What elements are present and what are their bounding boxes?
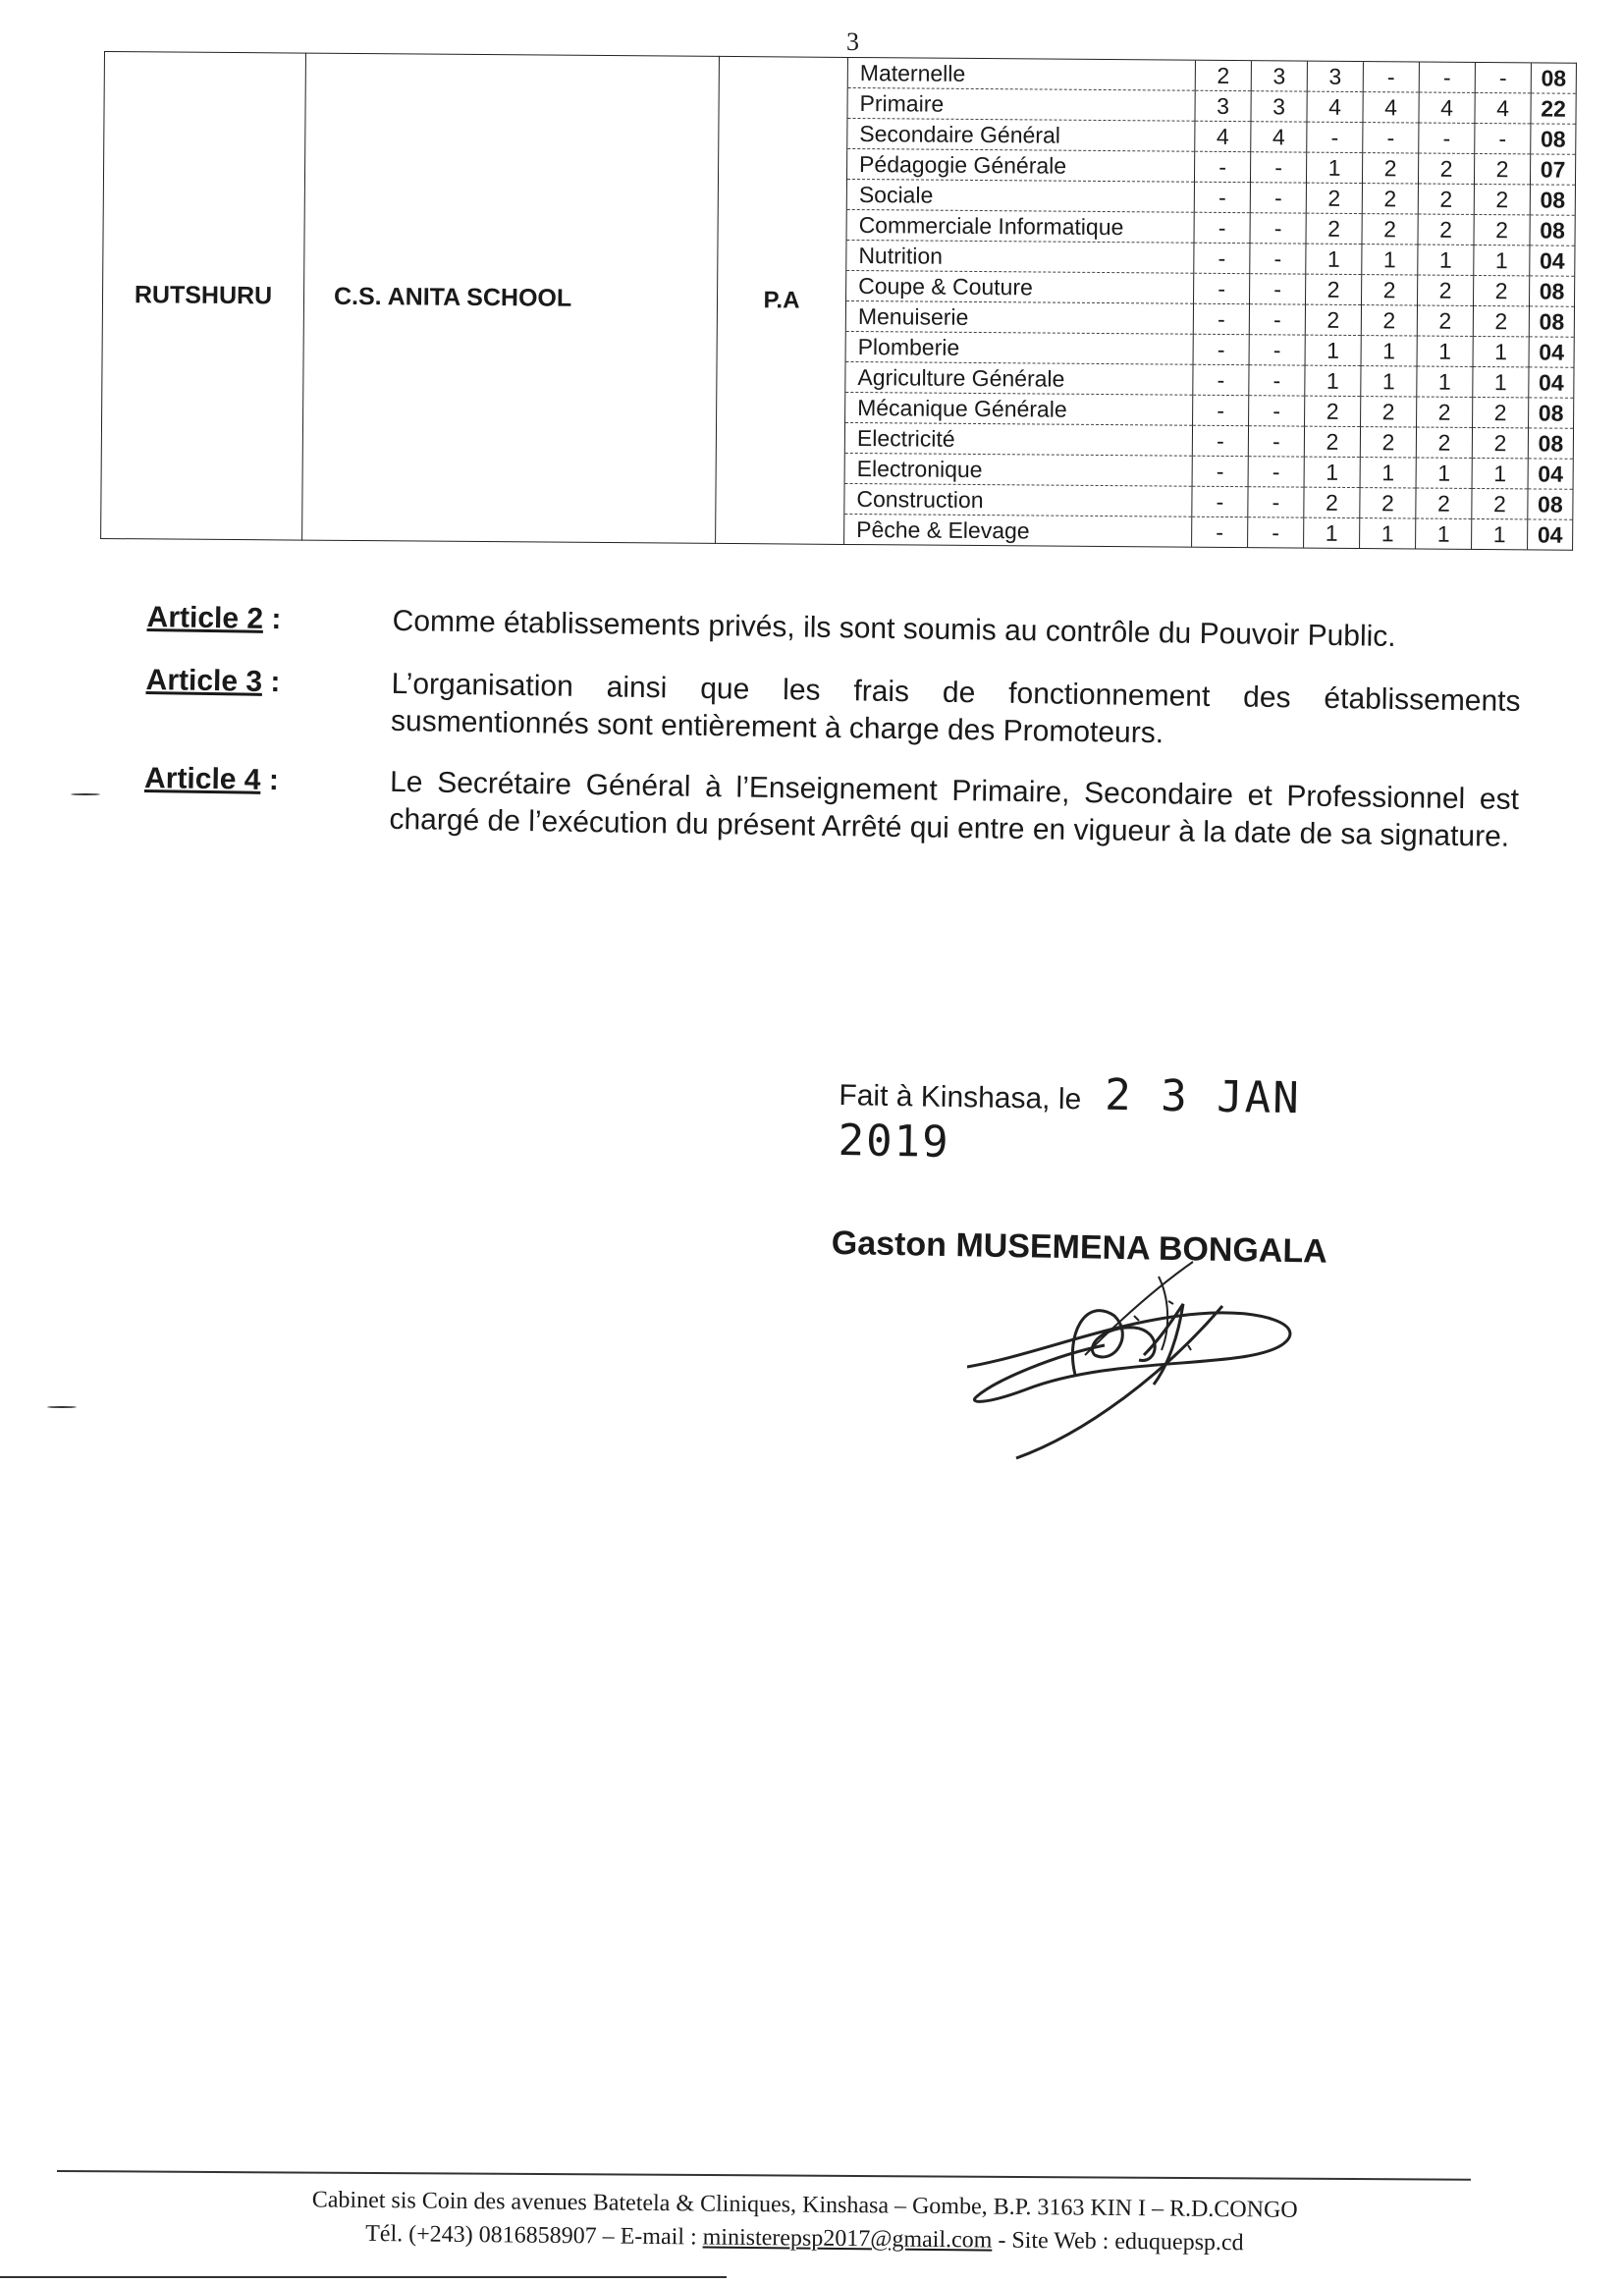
- option-name: Electronique: [845, 453, 1193, 486]
- article-separator: :: [271, 602, 282, 636]
- class-count-c5: 1: [1416, 458, 1472, 488]
- option-total: 08: [1530, 185, 1575, 215]
- article-label: [145, 662, 280, 701]
- class-count-c4: 1: [1360, 518, 1416, 549]
- scan-mark: [71, 793, 100, 795]
- article-separator: :: [270, 665, 281, 699]
- class-count-c1: 4: [1195, 121, 1251, 151]
- footer-tel: Tél. (+243) 0816858907 – E-mail :: [365, 2220, 697, 2251]
- class-count-c4: 2: [1361, 305, 1417, 336]
- class-count-c6: 1: [1473, 366, 1529, 397]
- class-count-c3: 2: [1305, 304, 1361, 335]
- class-count-c4: 2: [1362, 153, 1418, 184]
- class-count-c6: 1: [1474, 245, 1530, 275]
- article-3: [145, 662, 1521, 758]
- option-name: Plomberie: [846, 331, 1194, 364]
- article-number: Article 3: [145, 663, 263, 698]
- option-name: Secondaire Général: [847, 118, 1195, 151]
- option-row: [846, 270, 1574, 306]
- date-stamp: 2 3 JAN 2019: [838, 1069, 1302, 1168]
- option-total: 08: [1530, 215, 1575, 245]
- class-count-c2: -: [1250, 244, 1306, 274]
- class-count-c5: 1: [1417, 366, 1473, 397]
- option-row: [844, 483, 1572, 519]
- class-count-c1: -: [1193, 303, 1249, 334]
- option-name: Agriculture Générale: [845, 361, 1193, 395]
- class-count-c5: 1: [1416, 518, 1472, 549]
- option-row: [844, 514, 1572, 549]
- articles-section: [143, 599, 1522, 880]
- class-count-c2: -: [1250, 152, 1306, 183]
- class-count-c6: 2: [1472, 488, 1528, 518]
- option-total: 08: [1530, 276, 1575, 306]
- article-text: Le Secrétaire Général à l’Enseignement Primaire, Secondaire et Professionnel est chargé de l’exécution du présent Arrêté qui entre en vigueur à la date de sa signature.: [389, 765, 1520, 853]
- class-count-c2: 3: [1251, 61, 1307, 91]
- article-4: [143, 760, 1519, 856]
- option-name: Commerciale Informatique: [847, 209, 1195, 243]
- class-count-c4: 2: [1360, 427, 1416, 458]
- class-count-c5: 2: [1418, 184, 1474, 214]
- class-count-c2: 4: [1251, 122, 1307, 152]
- class-count-c3: 2: [1306, 213, 1362, 244]
- signatory-name: Gaston MUSEMENA BONGALA: [831, 1224, 1328, 1271]
- class-count-c5: 2: [1416, 488, 1472, 518]
- class-count-c4: 1: [1361, 336, 1417, 366]
- class-count-c2: -: [1248, 457, 1304, 487]
- class-count-c2: -: [1249, 365, 1305, 396]
- article-label: [144, 760, 279, 799]
- class-count-c6: 2: [1472, 427, 1528, 458]
- class-count-c6: 1: [1472, 458, 1528, 488]
- class-count-c2: -: [1250, 183, 1306, 213]
- article-label: [146, 599, 281, 638]
- option-total: 08: [1529, 306, 1574, 337]
- regime-cell: P.A: [716, 56, 848, 544]
- class-count-c1: -: [1193, 364, 1249, 395]
- option-name: Menuiserie: [846, 300, 1194, 334]
- class-count-c1: -: [1194, 151, 1250, 182]
- class-count-c2: -: [1248, 487, 1304, 517]
- options-table: [844, 58, 1576, 550]
- option-total: 08: [1528, 428, 1573, 459]
- school-name-cell: C.S. ANITA SCHOOL: [302, 53, 720, 543]
- article-text: L’organisation ainsi que les frais de fonctionnement des établissements susmentionnés sont entièrement à charge des Promoteurs.: [390, 667, 1521, 750]
- class-count-c1: -: [1194, 212, 1250, 243]
- class-count-c5: 1: [1418, 245, 1474, 275]
- class-count-c4: 2: [1362, 184, 1418, 214]
- class-count-c5: -: [1419, 63, 1475, 93]
- class-count-c1: 2: [1195, 61, 1251, 91]
- article-number: Article 2: [146, 600, 264, 635]
- class-count-c6: 1: [1473, 336, 1529, 366]
- class-count-c5: -: [1419, 123, 1475, 153]
- class-count-c1: -: [1194, 273, 1250, 303]
- class-count-c5: 2: [1417, 397, 1473, 427]
- option-total: 22: [1531, 93, 1576, 124]
- class-count-c2: -: [1250, 213, 1306, 244]
- class-count-c3: 1: [1304, 517, 1360, 548]
- option-name: Pêche & Elevage: [844, 514, 1192, 546]
- scan-mark: [47, 1406, 77, 1408]
- class-count-c3: -: [1307, 122, 1363, 152]
- class-count-c3: 1: [1305, 365, 1361, 396]
- option-row: [848, 58, 1576, 93]
- article-number: Article 4: [143, 761, 261, 796]
- class-count-c2: 3: [1251, 91, 1307, 122]
- class-count-c3: 2: [1304, 487, 1360, 517]
- class-count-c1: -: [1193, 395, 1249, 425]
- class-count-c4: 2: [1362, 275, 1418, 305]
- place-text: Fait à Kinshasa, le: [839, 1078, 1082, 1116]
- option-name: Nutrition: [846, 240, 1194, 273]
- option-total: 08: [1528, 489, 1573, 519]
- option-name: Construction: [844, 483, 1192, 517]
- option-name: Primaire: [847, 87, 1195, 121]
- footer-rule: [57, 2170, 1471, 2181]
- option-total: 04: [1529, 337, 1574, 367]
- footer-bottom-rule: [0, 2276, 727, 2278]
- class-count-c6: 1: [1472, 518, 1528, 549]
- option-name: Mécanique Générale: [845, 392, 1193, 425]
- option-row: [847, 209, 1575, 245]
- class-count-c6: 2: [1473, 305, 1529, 336]
- class-count-c4: 1: [1361, 366, 1417, 397]
- class-count-c5: 2: [1418, 153, 1474, 184]
- place-date-line: [838, 1065, 1429, 1175]
- option-total: 07: [1530, 154, 1575, 185]
- option-row: [845, 361, 1573, 398]
- option-name: Sociale: [847, 179, 1195, 212]
- class-count-c5: 2: [1416, 427, 1472, 458]
- class-count-c6: 4: [1475, 92, 1531, 123]
- option-total: 04: [1530, 245, 1575, 276]
- class-count-c3: 1: [1306, 152, 1362, 183]
- class-count-c2: -: [1248, 426, 1304, 457]
- class-count-c4: 2: [1362, 214, 1418, 245]
- class-count-c6: 2: [1474, 214, 1530, 245]
- option-total: 08: [1531, 63, 1576, 93]
- class-count-c6: -: [1475, 63, 1531, 93]
- class-count-c4: -: [1363, 123, 1419, 153]
- class-count-c3: 3: [1307, 62, 1363, 92]
- class-count-c3: 1: [1305, 335, 1361, 365]
- class-count-c1: -: [1192, 517, 1248, 547]
- class-count-c3: 1: [1304, 457, 1360, 487]
- option-name: Maternelle: [848, 58, 1196, 90]
- class-count-c6: 2: [1474, 275, 1530, 305]
- class-count-c5: 2: [1418, 275, 1474, 305]
- class-count-c3: 2: [1306, 183, 1362, 213]
- option-row: [847, 148, 1575, 185]
- footer-email: ministerepsp2017@gmail.com: [702, 2224, 993, 2254]
- option-row: [845, 392, 1573, 428]
- page-number: 3: [846, 27, 859, 56]
- class-count-c3: 2: [1305, 396, 1361, 426]
- footer: [186, 2182, 1424, 2261]
- handwritten-signature-icon: [967, 1257, 1321, 1483]
- class-count-c3: 1: [1306, 244, 1362, 274]
- class-count-c2: -: [1249, 396, 1305, 426]
- article-2: [146, 599, 1521, 660]
- class-count-c4: 4: [1363, 92, 1419, 123]
- class-count-c2: -: [1248, 517, 1304, 548]
- footer-address: Cabinet sis Coin des avenues Batetela & Cliniques, Kinshasa – Gombe, B.P. 3163 KIN I – R.D.CONGO: [311, 2187, 1298, 2223]
- option-total: 04: [1528, 459, 1573, 489]
- class-count-c5: 2: [1418, 214, 1474, 245]
- class-count-c2: -: [1249, 304, 1305, 335]
- class-count-c1: -: [1192, 425, 1248, 456]
- option-row: [846, 300, 1574, 337]
- footer-site: - Site Web : eduquepsp.cd: [998, 2227, 1244, 2257]
- class-count-c3: 2: [1304, 426, 1360, 457]
- option-name: Coupe & Couture: [846, 270, 1194, 303]
- option-total: 08: [1529, 398, 1574, 428]
- class-count-c2: -: [1249, 335, 1305, 365]
- class-count-c6: 2: [1474, 153, 1530, 184]
- class-count-c1: -: [1192, 486, 1248, 517]
- schools-table: [100, 51, 1577, 551]
- class-count-c6: 2: [1473, 397, 1529, 427]
- class-count-c4: 1: [1362, 245, 1418, 275]
- class-count-c4: -: [1363, 62, 1419, 92]
- article-separator: :: [268, 763, 280, 797]
- option-name: Pédagogie Générale: [847, 148, 1195, 182]
- option-row: [847, 118, 1575, 154]
- class-count-c4: 2: [1361, 397, 1417, 427]
- class-count-c3: 2: [1306, 274, 1362, 304]
- school-row: [101, 52, 1577, 551]
- class-count-c1: -: [1193, 334, 1249, 364]
- article-text: Comme établissements privés, ils sont soumis au contrôle du Pouvoir Public.: [392, 604, 1396, 653]
- class-count-c2: -: [1250, 274, 1306, 304]
- class-count-c4: 1: [1360, 458, 1416, 488]
- class-count-c1: -: [1194, 182, 1250, 212]
- option-row: [845, 453, 1573, 489]
- options-cell: [844, 57, 1577, 550]
- class-count-c1: -: [1192, 456, 1248, 486]
- class-count-c6: 2: [1474, 184, 1530, 214]
- option-row: [846, 331, 1574, 367]
- class-count-c3: 4: [1307, 91, 1363, 122]
- class-count-c6: -: [1475, 123, 1531, 153]
- signature-block: [831, 1065, 1428, 1273]
- class-count-c5: 4: [1419, 92, 1475, 123]
- class-count-c4: 2: [1360, 488, 1416, 518]
- option-name: Electricité: [845, 422, 1193, 456]
- territoire-cell: RUTSHURU: [101, 52, 306, 541]
- option-total: 04: [1537, 521, 1563, 548]
- class-count-c1: 3: [1195, 90, 1251, 121]
- option-total: 04: [1529, 367, 1574, 398]
- class-count-c5: 2: [1417, 305, 1473, 336]
- option-row: [845, 422, 1573, 459]
- class-count-c5: 1: [1417, 336, 1473, 366]
- option-total: 08: [1531, 124, 1576, 154]
- class-count-c1: -: [1194, 243, 1250, 273]
